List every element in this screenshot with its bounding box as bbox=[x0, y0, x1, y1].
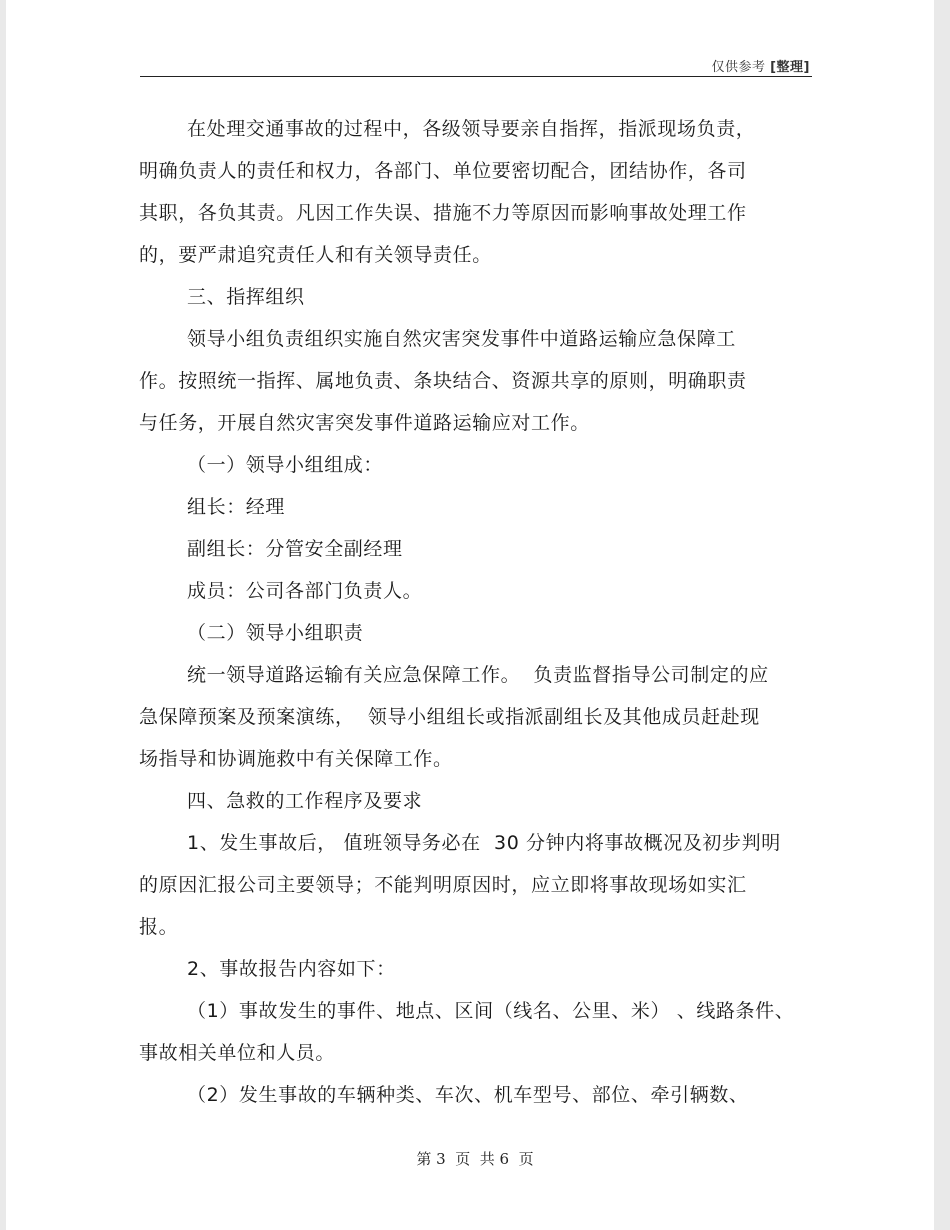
body-line: 成员：公司各部门负责人。 bbox=[187, 580, 423, 602]
body-line: 副组长：分管安全副经理 bbox=[187, 538, 403, 560]
body-line: 其职，各负其责。凡因工作失误、措施不力等原因而影响事故处理工作 bbox=[139, 202, 747, 224]
section-heading: 三、指挥组织 bbox=[187, 286, 305, 308]
header-note bbox=[711, 56, 810, 75]
page-number-footer: 第 3 页 共 6 页 bbox=[416, 1150, 534, 1168]
body-line: 急保障预案及预案演练， 领导小组组长或指派副组长及其他成员赶赴现 bbox=[139, 706, 760, 728]
body-line: 领导小组负责组织实施自然灾害突发事件中道路运输应急保障工 bbox=[187, 328, 736, 350]
body-line: 组长：经理 bbox=[187, 496, 286, 518]
body-line: 在处理交通事故的过程中，各级领导要亲自指挥，指派现场负责， bbox=[187, 118, 756, 140]
section-heading: 四、急救的工作程序及要求 bbox=[187, 790, 423, 812]
page-left-edge bbox=[0, 0, 6, 1230]
header-tag: [整理] bbox=[770, 60, 810, 75]
body-line: （2）发生事故的车辆种类、车次、机车型号、部位、牵引辆数、 bbox=[187, 1084, 749, 1106]
body-line: 统一领导道路运输有关应急保障工作。 负责监督指导公司制定的应 bbox=[187, 664, 769, 686]
body-line: 作。按照统一指挥、属地负责、条块结合、资源共享的原则，明确职责 bbox=[139, 370, 747, 392]
header-note-text: 仅供参考 bbox=[711, 60, 766, 75]
body-line: （1）事故发生的事件、地点、区间（线名、公里、米） 、线路条件、 bbox=[187, 1000, 795, 1022]
page-right-edge bbox=[934, 0, 950, 1230]
body-line: 与任务，开展自然灾害突发事件道路运输应对工作。 bbox=[139, 412, 590, 434]
body-line: 的原因汇报公司主要领导；不能判明原因时，应立即将事故现场如实汇 bbox=[139, 874, 747, 896]
subsection-heading: （二）领导小组职责 bbox=[187, 622, 364, 644]
body-line: 报。 bbox=[139, 916, 179, 938]
body-line: 的，要严肃追究责任人和有关领导责任。 bbox=[139, 244, 492, 266]
body-line: 场指导和协调施救中有关保障工作。 bbox=[139, 748, 453, 770]
body-line: 2、事故报告内容如下： bbox=[187, 958, 396, 980]
body-line: 1、发生事故后， 值班领导务必在 30 分钟内将事故概况及初步判明 bbox=[187, 832, 781, 854]
body-line: 明确负责人的责任和权力，各部门、单位要密切配合，团结协作，各司 bbox=[139, 160, 747, 182]
header-rule bbox=[140, 76, 812, 77]
subsection-heading: （一）领导小组组成： bbox=[187, 454, 384, 476]
body-line: 事故相关单位和人员。 bbox=[139, 1042, 336, 1064]
